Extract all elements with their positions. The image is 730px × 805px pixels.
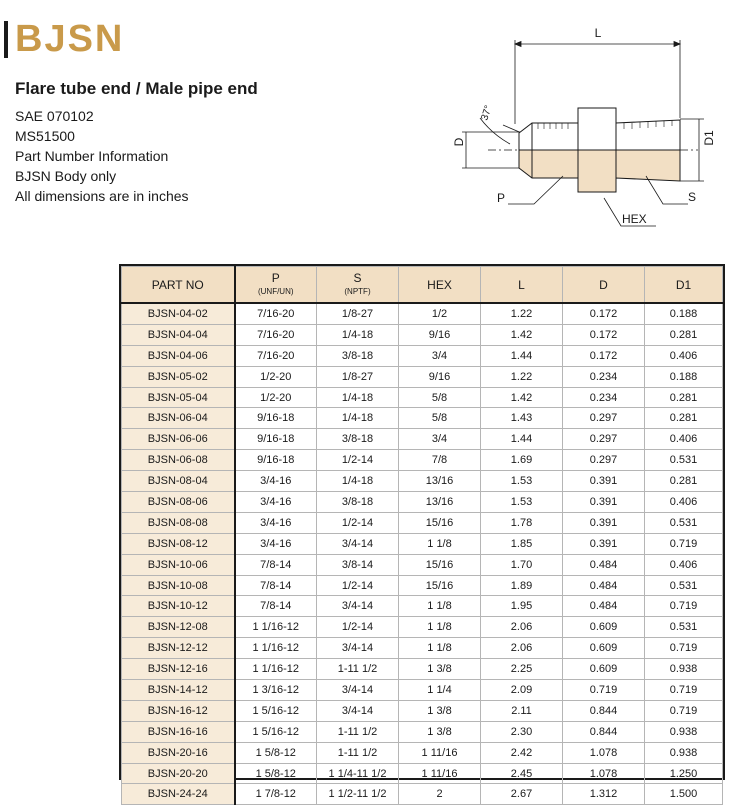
d1-cell: 0.531 [645, 617, 723, 638]
s-cell: 1-11 1/2 [317, 721, 399, 742]
hex-cell: 1 1/8 [399, 596, 481, 617]
d1-cell: 0.719 [645, 680, 723, 701]
s-cell: 1/2-14 [317, 450, 399, 471]
fitting-diagram [448, 26, 718, 238]
part-no-cell: BJSN-04-06 [122, 345, 235, 366]
part-no-cell: BJSN-08-06 [122, 492, 235, 513]
p-cell: 1 1/16-12 [235, 659, 317, 680]
l-cell: 2.11 [481, 700, 563, 721]
d-cell: 0.484 [563, 575, 645, 596]
s-cell: 1-11 1/2 [317, 742, 399, 763]
table-row [122, 700, 723, 721]
d-cell: 0.484 [563, 596, 645, 617]
p-cell: 9/16-18 [235, 408, 317, 429]
l-cell: 1.70 [481, 554, 563, 575]
l-cell: 2.09 [481, 680, 563, 701]
dim-label-hex: HEX [622, 212, 647, 226]
s-cell: 1/4-18 [317, 387, 399, 408]
hex-cell: 1 3/8 [399, 659, 481, 680]
dim-label-d1: D1 [702, 130, 716, 146]
hex-cell: 1 11/16 [399, 742, 481, 763]
l-cell: 1.22 [481, 303, 563, 324]
dim-label-angle: 37° [479, 104, 495, 122]
s-cell: 3/8-18 [317, 345, 399, 366]
table-row [122, 324, 723, 345]
part-no-cell: BJSN-24-24 [122, 784, 235, 805]
p-cell: 1 5/16-12 [235, 700, 317, 721]
part-no-cell: BJSN-08-12 [122, 533, 235, 554]
d-cell: 0.391 [563, 492, 645, 513]
d-cell: 0.297 [563, 450, 645, 471]
d-cell: 0.234 [563, 387, 645, 408]
d-cell: 0.484 [563, 554, 645, 575]
table-row [122, 680, 723, 701]
s-cell: 1/8-27 [317, 366, 399, 387]
part-no-cell: BJSN-12-08 [122, 617, 235, 638]
part-no-cell: BJSN-10-12 [122, 596, 235, 617]
d-cell: 1.078 [563, 763, 645, 784]
l-cell: 1.85 [481, 533, 563, 554]
brand-logo: BJSN [15, 18, 125, 60]
table-header-row [122, 267, 723, 304]
l-cell: 2.42 [481, 742, 563, 763]
p-cell: 9/16-18 [235, 450, 317, 471]
table-body [122, 303, 723, 805]
part-no-cell: BJSN-12-16 [122, 659, 235, 680]
p-cell: 1 5/8-12 [235, 763, 317, 784]
p-cell: 7/16-20 [235, 303, 317, 324]
dim-label-s: S [688, 190, 697, 204]
l-cell: 2.06 [481, 638, 563, 659]
p-cell: 9/16-18 [235, 429, 317, 450]
d1-cell: 0.938 [645, 659, 723, 680]
p-cell: 1 7/8-12 [235, 784, 317, 805]
table-row [122, 742, 723, 763]
p-cell: 7/8-14 [235, 596, 317, 617]
l-cell: 2.45 [481, 763, 563, 784]
hex-cell: 1 1/8 [399, 638, 481, 659]
hex-cell: 3/4 [399, 429, 481, 450]
part-no-cell: BJSN-10-06 [122, 554, 235, 575]
d1-cell: 0.281 [645, 471, 723, 492]
d1-cell: 0.531 [645, 512, 723, 533]
table-row [122, 533, 723, 554]
l-cell: 1.42 [481, 324, 563, 345]
d-cell: 0.234 [563, 366, 645, 387]
d1-cell: 0.406 [645, 554, 723, 575]
d-cell: 0.609 [563, 638, 645, 659]
table-row [122, 387, 723, 408]
s-cell: 1/2-14 [317, 617, 399, 638]
dim-label-p: P [496, 191, 505, 205]
table-row [122, 492, 723, 513]
brand-bar [4, 21, 8, 58]
d-cell: 0.391 [563, 533, 645, 554]
spec-body-note: BJSN Body only [15, 168, 117, 184]
hex-cell: 1 1/8 [399, 533, 481, 554]
column-header-l: L [481, 267, 563, 304]
part-no-cell: BJSN-08-08 [122, 512, 235, 533]
p-cell: 3/4-16 [235, 492, 317, 513]
table-row [122, 575, 723, 596]
hex-cell: 9/16 [399, 324, 481, 345]
d1-cell: 0.719 [645, 596, 723, 617]
table-row [122, 471, 723, 492]
l-cell: 2.06 [481, 617, 563, 638]
s-cell: 3/8-18 [317, 429, 399, 450]
s-cell: 3/4-14 [317, 700, 399, 721]
dim-label-d: D [452, 137, 466, 147]
s-cell: 3/4-14 [317, 638, 399, 659]
l-cell: 1.22 [481, 366, 563, 387]
part-no-cell: BJSN-06-08 [122, 450, 235, 471]
part-no-cell: BJSN-05-02 [122, 366, 235, 387]
d-cell: 0.172 [563, 345, 645, 366]
column-header-d: D [563, 267, 645, 304]
d-cell: 0.719 [563, 680, 645, 701]
s-cell: 1/4-18 [317, 324, 399, 345]
l-cell: 2.25 [481, 659, 563, 680]
d-cell: 0.391 [563, 512, 645, 533]
part-no-cell: BJSN-20-20 [122, 763, 235, 784]
table-row [122, 617, 723, 638]
d-cell: 0.609 [563, 617, 645, 638]
hex-cell: 1 11/16 [399, 763, 481, 784]
s-cell: 3/4-14 [317, 596, 399, 617]
part-no-cell: BJSN-06-04 [122, 408, 235, 429]
d1-cell: 0.531 [645, 450, 723, 471]
column-header-p: P (UNF/UN) [235, 267, 317, 304]
spec-units-note: All dimensions are in inches [15, 188, 189, 204]
l-cell: 1.44 [481, 429, 563, 450]
l-cell: 1.44 [481, 345, 563, 366]
s-cell: 1/8-27 [317, 303, 399, 324]
table-row [122, 345, 723, 366]
column-header-hex: HEX [399, 267, 481, 304]
hex-cell: 7/8 [399, 450, 481, 471]
s-cell: 1/4-18 [317, 471, 399, 492]
p-cell: 3/4-16 [235, 512, 317, 533]
p-cell: 1 5/8-12 [235, 742, 317, 763]
hex-cell: 5/8 [399, 408, 481, 429]
table-row [122, 721, 723, 742]
hex-cell: 2 [399, 784, 481, 805]
part-no-cell: BJSN-14-12 [122, 680, 235, 701]
l-cell: 1.42 [481, 387, 563, 408]
s-cell: 1/2-14 [317, 512, 399, 533]
table-row [122, 408, 723, 429]
hex-cell: 15/16 [399, 512, 481, 533]
d1-cell: 0.281 [645, 324, 723, 345]
page-title: Flare tube end / Male pipe end [15, 79, 258, 98]
p-cell: 7/8-14 [235, 575, 317, 596]
part-no-cell: BJSN-16-16 [122, 721, 235, 742]
p-cell: 1 1/16-12 [235, 617, 317, 638]
s-cell: 1 1/2-11 1/2 [317, 784, 399, 805]
table-row [122, 554, 723, 575]
p-cell: 1 1/16-12 [235, 638, 317, 659]
d-cell: 0.172 [563, 303, 645, 324]
hex-cell: 1/2 [399, 303, 481, 324]
d1-cell: 0.719 [645, 638, 723, 659]
column-header-d1: D1 [645, 267, 723, 304]
column-header-s: S (NPTF) [317, 267, 399, 304]
hex-cell: 13/16 [399, 471, 481, 492]
table-row [122, 659, 723, 680]
s-cell: 1/2-14 [317, 575, 399, 596]
l-cell: 2.30 [481, 721, 563, 742]
part-no-cell: BJSN-04-04 [122, 324, 235, 345]
part-no-cell: BJSN-10-08 [122, 575, 235, 596]
p-cell: 3/4-16 [235, 471, 317, 492]
s-cell: 3/4-14 [317, 680, 399, 701]
d1-cell: 0.281 [645, 408, 723, 429]
d1-cell: 0.281 [645, 387, 723, 408]
d1-cell: 0.188 [645, 366, 723, 387]
spec-standard-sae: SAE 070102 [15, 108, 94, 124]
table-row [122, 366, 723, 387]
d1-cell: 0.719 [645, 700, 723, 721]
table-row [122, 763, 723, 784]
column-header-part-no: PART NO [122, 267, 235, 304]
spec-info-list [15, 106, 189, 206]
dimensions-table [121, 266, 723, 805]
d1-cell: 1.500 [645, 784, 723, 805]
l-cell: 1.78 [481, 512, 563, 533]
hex-cell: 1 1/8 [399, 617, 481, 638]
d1-cell: 0.719 [645, 533, 723, 554]
part-no-cell: BJSN-16-12 [122, 700, 235, 721]
d1-cell: 0.406 [645, 429, 723, 450]
d1-cell: 0.406 [645, 492, 723, 513]
s-cell: 1 1/4-11 1/2 [317, 763, 399, 784]
table-row [122, 303, 723, 324]
table-row [122, 596, 723, 617]
p-cell: 1/2-20 [235, 366, 317, 387]
p-cell: 7/8-14 [235, 554, 317, 575]
hex-cell: 15/16 [399, 575, 481, 596]
part-no-cell: BJSN-06-06 [122, 429, 235, 450]
table-row [122, 784, 723, 805]
hex-cell: 15/16 [399, 554, 481, 575]
d-cell: 0.844 [563, 721, 645, 742]
spec-standard-ms: MS51500 [15, 128, 75, 144]
hex-cell: 1 3/8 [399, 700, 481, 721]
s-cell: 1/4-18 [317, 408, 399, 429]
l-cell: 1.89 [481, 575, 563, 596]
d-cell: 0.297 [563, 408, 645, 429]
s-cell: 3/8-14 [317, 554, 399, 575]
l-cell: 1.53 [481, 471, 563, 492]
d-cell: 0.844 [563, 700, 645, 721]
s-cell: 3/8-18 [317, 492, 399, 513]
d-cell: 1.312 [563, 784, 645, 805]
d-cell: 1.078 [563, 742, 645, 763]
table-row [122, 638, 723, 659]
hex-cell: 1 1/4 [399, 680, 481, 701]
part-no-cell: BJSN-05-04 [122, 387, 235, 408]
d1-cell: 0.938 [645, 742, 723, 763]
hex-cell: 5/8 [399, 387, 481, 408]
d1-cell: 1.250 [645, 763, 723, 784]
p-cell: 7/16-20 [235, 345, 317, 366]
hex-cell: 1 3/8 [399, 721, 481, 742]
part-no-cell: BJSN-20-16 [122, 742, 235, 763]
d1-cell: 0.188 [645, 303, 723, 324]
d-cell: 0.297 [563, 429, 645, 450]
l-cell: 1.69 [481, 450, 563, 471]
p-cell: 1 3/16-12 [235, 680, 317, 701]
l-cell: 1.43 [481, 408, 563, 429]
d-cell: 0.172 [563, 324, 645, 345]
spec-part-number-info: Part Number Information [15, 148, 169, 164]
dim-label-l: L [594, 26, 602, 40]
l-cell: 1.53 [481, 492, 563, 513]
s-cell: 1-11 1/2 [317, 659, 399, 680]
part-no-cell: BJSN-12-12 [122, 638, 235, 659]
d1-cell: 0.406 [645, 345, 723, 366]
part-no-cell: BJSN-08-04 [122, 471, 235, 492]
table-row [122, 450, 723, 471]
part-no-cell: BJSN-04-02 [122, 303, 235, 324]
d-cell: 0.609 [563, 659, 645, 680]
p-cell: 3/4-16 [235, 533, 317, 554]
hex-cell: 3/4 [399, 345, 481, 366]
table-row [122, 429, 723, 450]
table-row [122, 512, 723, 533]
hex-cell: 13/16 [399, 492, 481, 513]
dimensions-table-container [119, 264, 725, 801]
l-cell: 1.95 [481, 596, 563, 617]
s-cell: 3/4-14 [317, 533, 399, 554]
d-cell: 0.391 [563, 471, 645, 492]
d1-cell: 0.531 [645, 575, 723, 596]
p-cell: 7/16-20 [235, 324, 317, 345]
l-cell: 2.67 [481, 784, 563, 805]
d1-cell: 0.938 [645, 721, 723, 742]
p-cell: 1/2-20 [235, 387, 317, 408]
p-cell: 1 5/16-12 [235, 721, 317, 742]
hex-cell: 9/16 [399, 366, 481, 387]
